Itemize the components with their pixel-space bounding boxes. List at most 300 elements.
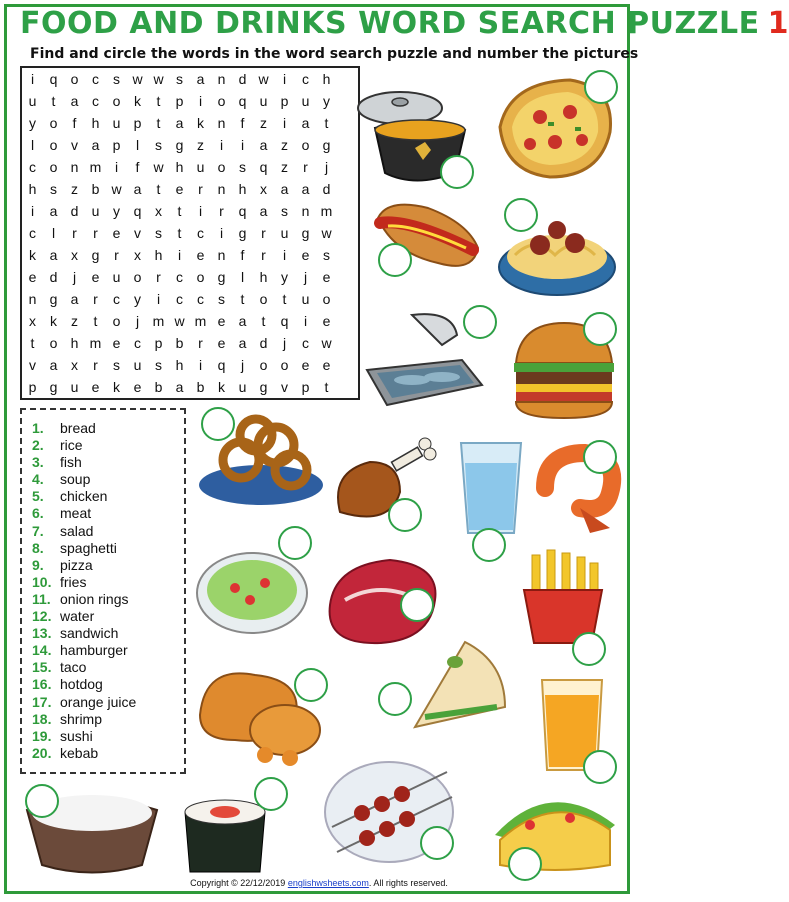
grid-letter[interactable]: o bbox=[217, 93, 226, 109]
grid-letter[interactable]: s bbox=[176, 71, 183, 87]
grid-letter[interactable]: h bbox=[322, 71, 331, 87]
grid-letter[interactable]: o bbox=[112, 313, 121, 329]
grid-letter[interactable]: i bbox=[198, 93, 203, 109]
grid-letter[interactable]: f bbox=[240, 247, 245, 263]
picture-answer-circle[interactable] bbox=[583, 750, 617, 784]
grid-letter[interactable]: r bbox=[156, 269, 161, 285]
grid-letter[interactable]: r bbox=[93, 357, 98, 373]
grid-letter[interactable]: n bbox=[217, 115, 226, 131]
grid-letter[interactable]: s bbox=[239, 159, 246, 175]
grid-letter[interactable]: h bbox=[238, 181, 247, 197]
word-text: shrimp bbox=[60, 710, 103, 727]
grid-letter[interactable]: a bbox=[301, 181, 310, 197]
grid-letter[interactable]: o bbox=[49, 335, 58, 351]
grid-letter[interactable]: o bbox=[301, 137, 310, 153]
grid-letter[interactable]: a bbox=[259, 203, 268, 219]
word-text: sushi bbox=[60, 727, 93, 744]
grid-letter[interactable]: s bbox=[155, 225, 162, 241]
grid-letter[interactable]: h bbox=[154, 247, 163, 263]
grid-letter[interactable]: n bbox=[70, 159, 79, 175]
grid-letter[interactable]: e bbox=[133, 379, 142, 395]
grid-letter[interactable]: o bbox=[70, 71, 79, 87]
grid-letter[interactable]: p bbox=[112, 137, 121, 153]
grid-letter[interactable]: g bbox=[301, 225, 310, 241]
sandwich-icon bbox=[405, 632, 515, 737]
word-list-item bbox=[32, 540, 184, 557]
grid-letter[interactable]: k bbox=[29, 247, 36, 263]
grid-letter[interactable]: x bbox=[155, 203, 162, 219]
grid-letter[interactable]: u bbox=[238, 379, 247, 395]
word-text: rice bbox=[60, 437, 83, 454]
grid-letter[interactable]: l bbox=[135, 137, 140, 153]
grid-letter[interactable]: o bbox=[196, 269, 205, 285]
grid-letter[interactable]: q bbox=[133, 203, 142, 219]
grid-letter[interactable]: g bbox=[259, 379, 268, 395]
word-number: 9. bbox=[32, 556, 44, 573]
word-number: 6. bbox=[32, 505, 44, 522]
grid-letter[interactable]: i bbox=[282, 115, 287, 131]
grid-letter[interactable]: a bbox=[280, 181, 289, 197]
grid-letter[interactable]: x bbox=[71, 247, 78, 263]
chicken-icon bbox=[330, 432, 440, 532]
word-text: kebab bbox=[60, 744, 99, 761]
grid-letter[interactable]: i bbox=[303, 313, 308, 329]
word-list-item bbox=[32, 676, 184, 693]
picture-answer-circle[interactable] bbox=[400, 588, 434, 622]
grid-letter[interactable]: c bbox=[302, 335, 309, 351]
grid-letter[interactable]: j bbox=[324, 159, 329, 175]
grid-letter[interactable]: a bbox=[133, 181, 142, 197]
grid-letter[interactable]: o bbox=[217, 159, 226, 175]
grid-letter[interactable]: z bbox=[197, 137, 204, 153]
grid-letter[interactable]: p bbox=[175, 93, 184, 109]
word-number: 4. bbox=[32, 471, 44, 488]
picture-answer-circle[interactable] bbox=[508, 847, 542, 881]
grid-letter[interactable]: c bbox=[29, 159, 36, 175]
grid-letter[interactable]: r bbox=[303, 159, 308, 175]
grid-letter[interactable]: q bbox=[259, 159, 268, 175]
picture-answer-circle[interactable] bbox=[278, 526, 312, 560]
fries-icon bbox=[512, 545, 612, 645]
picture-answer-circle[interactable] bbox=[583, 312, 617, 346]
grid-letter[interactable]: i bbox=[114, 159, 119, 175]
grid-letter[interactable]: w bbox=[258, 71, 269, 87]
grid-letter[interactable]: w bbox=[132, 71, 143, 87]
grid-letter[interactable]: t bbox=[51, 93, 56, 109]
grid-letter[interactable]: z bbox=[71, 181, 78, 197]
grid-letter[interactable]: z bbox=[281, 137, 288, 153]
grid-letter[interactable]: g bbox=[238, 225, 247, 241]
picture-answer-circle[interactable] bbox=[201, 407, 235, 441]
grid-letter[interactable]: s bbox=[323, 247, 330, 263]
word-list-item bbox=[32, 728, 184, 745]
grid-letter[interactable]: e bbox=[217, 313, 226, 329]
grid-letter[interactable]: t bbox=[324, 379, 329, 395]
grid-letter[interactable]: j bbox=[282, 335, 287, 351]
grid-letter[interactable]: m bbox=[152, 313, 165, 329]
grid-letter[interactable]: n bbox=[217, 247, 226, 263]
grid-letter[interactable]: r bbox=[93, 225, 98, 241]
picture-answer-circle[interactable] bbox=[463, 305, 497, 339]
grid-letter[interactable]: h bbox=[91, 115, 100, 131]
grid-letter[interactable]: a bbox=[259, 137, 268, 153]
grid-letter[interactable]: m bbox=[320, 203, 333, 219]
grid-letter[interactable]: x bbox=[260, 181, 267, 197]
grid-letter[interactable]: a bbox=[196, 71, 205, 87]
grid-letter[interactable]: h bbox=[175, 159, 184, 175]
grid-letter[interactable]: k bbox=[218, 379, 225, 395]
grid-letter[interactable]: v bbox=[71, 137, 78, 153]
grid-letter[interactable] bbox=[337, 266, 358, 288]
word-text: taco bbox=[60, 659, 87, 676]
word-number: 1. bbox=[32, 420, 44, 436]
grid-letter[interactable]: w bbox=[174, 313, 185, 329]
grid-letter[interactable]: s bbox=[281, 203, 288, 219]
word-list-item bbox=[32, 437, 184, 454]
grid-letter[interactable]: p bbox=[154, 335, 163, 351]
grid-letter[interactable]: u bbox=[301, 93, 310, 109]
grid-letter[interactable]: e bbox=[217, 335, 226, 351]
grid-letter[interactable]: w bbox=[111, 181, 122, 197]
grid-letter[interactable]: q bbox=[49, 71, 58, 87]
grid-letter[interactable]: o bbox=[49, 137, 58, 153]
grid-letter[interactable]: l bbox=[51, 225, 56, 241]
grid-letter[interactable]: e bbox=[322, 357, 331, 373]
grid-letter[interactable]: t bbox=[324, 115, 329, 131]
picture-answer-circle[interactable] bbox=[378, 682, 412, 716]
grid-letter[interactable]: p bbox=[280, 93, 289, 109]
grid-letter[interactable]: e bbox=[301, 247, 310, 263]
grid-letter[interactable]: u bbox=[196, 159, 205, 175]
grid-letter[interactable] bbox=[337, 376, 358, 398]
grid-letter[interactable]: e bbox=[91, 269, 100, 285]
grid-letter[interactable]: r bbox=[261, 225, 266, 241]
grid-letter[interactable]: d bbox=[49, 269, 58, 285]
grid-letter[interactable]: i bbox=[177, 247, 182, 263]
grid-letter[interactable]: u bbox=[91, 203, 100, 219]
grid-letter[interactable]: u bbox=[280, 225, 289, 241]
grid-letter[interactable]: y bbox=[281, 269, 288, 285]
grid-letter[interactable]: s bbox=[155, 357, 162, 373]
word-list-item bbox=[32, 608, 184, 625]
grid-letter[interactable]: h bbox=[28, 181, 37, 197]
grid-letter[interactable]: i bbox=[30, 71, 35, 87]
grid-letter[interactable]: u bbox=[112, 115, 121, 131]
grid-letter[interactable]: z bbox=[71, 313, 78, 329]
grid-letter[interactable]: i bbox=[156, 291, 161, 307]
grid-letter[interactable]: r bbox=[198, 181, 203, 197]
word-number: 18. bbox=[32, 710, 52, 727]
grid-letter[interactable]: r bbox=[261, 247, 266, 263]
grid-letter[interactable]: x bbox=[134, 247, 141, 263]
grid-letter[interactable] bbox=[337, 288, 358, 310]
grid-letter[interactable]: r bbox=[219, 203, 224, 219]
grid-letter[interactable]: n bbox=[28, 291, 37, 307]
grid-letter[interactable]: n bbox=[217, 71, 226, 87]
grid-letter[interactable]: k bbox=[134, 93, 141, 109]
grid-letter[interactable]: y bbox=[29, 115, 36, 131]
picture-answer-circle[interactable] bbox=[572, 632, 606, 666]
grid-letter[interactable]: r bbox=[114, 247, 119, 263]
grid-letter[interactable]: p bbox=[133, 115, 142, 131]
grid-letter[interactable]: v bbox=[29, 357, 36, 373]
grid-letter[interactable]: y bbox=[323, 93, 330, 109]
grid-letter[interactable]: t bbox=[282, 291, 287, 307]
grid-letter[interactable]: d bbox=[70, 203, 79, 219]
word-list-item bbox=[32, 471, 184, 488]
grid-letter[interactable]: e bbox=[112, 225, 121, 241]
grid-letter[interactable]: l bbox=[240, 269, 245, 285]
grid-letter[interactable]: a bbox=[301, 115, 310, 131]
page-title bbox=[20, 6, 789, 41]
grid-letter[interactable]: d bbox=[259, 335, 268, 351]
grid-letter[interactable]: p bbox=[301, 379, 310, 395]
grid-letter[interactable]: i bbox=[240, 137, 245, 153]
grid-letter[interactable]: e bbox=[301, 357, 310, 373]
grid-letter[interactable]: c bbox=[176, 291, 183, 307]
grid-letter[interactable]: o bbox=[259, 291, 268, 307]
grid-letter[interactable]: u bbox=[28, 93, 37, 109]
grid-letter[interactable]: t bbox=[156, 93, 161, 109]
picture-answer-circle[interactable] bbox=[254, 777, 288, 811]
grid-letter[interactable] bbox=[337, 310, 358, 332]
grid-letter[interactable]: q bbox=[238, 203, 247, 219]
grid-letter[interactable]: c bbox=[92, 71, 99, 87]
grid-letter[interactable]: h bbox=[175, 357, 184, 373]
grid-letter[interactable]: x bbox=[71, 357, 78, 373]
grid-letter[interactable]: b bbox=[196, 379, 205, 395]
grid-letter[interactable]: i bbox=[282, 71, 287, 87]
word-number: 2. bbox=[32, 437, 44, 454]
grid-letter[interactable]: m bbox=[89, 335, 102, 351]
grid-letter[interactable]: w bbox=[153, 159, 164, 175]
word-text: salad bbox=[60, 522, 94, 539]
word-number: 15. bbox=[32, 659, 52, 676]
grid-letter[interactable]: k bbox=[50, 313, 57, 329]
word-text: bread bbox=[60, 420, 96, 436]
word-list-item bbox=[32, 711, 184, 728]
grid-letter[interactable]: e bbox=[322, 269, 331, 285]
grid-letter[interactable]: a bbox=[49, 357, 58, 373]
grid-letter[interactable]: x bbox=[29, 313, 36, 329]
grid-letter[interactable]: s bbox=[50, 181, 57, 197]
grid-letter[interactable]: j bbox=[240, 357, 245, 373]
grid-letter[interactable]: h bbox=[70, 335, 79, 351]
grid-letter[interactable]: p bbox=[28, 379, 37, 395]
grid-letter[interactable]: z bbox=[260, 115, 267, 131]
word-list-item bbox=[32, 591, 184, 608]
grid-letter[interactable]: i bbox=[282, 247, 287, 263]
grid-letter[interactable]: c bbox=[29, 225, 36, 241]
grid-letter[interactable]: o bbox=[112, 93, 121, 109]
grid-letter[interactable]: j bbox=[303, 269, 308, 285]
grid-letter[interactable]: u bbox=[301, 291, 310, 307]
word-list bbox=[22, 410, 184, 762]
grid-letter[interactable]: e bbox=[196, 247, 205, 263]
grid-letter[interactable]: q bbox=[238, 93, 247, 109]
grid-letter[interactable]: a bbox=[175, 115, 184, 131]
grid-letter[interactable]: d bbox=[238, 71, 247, 87]
grid-letter[interactable]: t bbox=[240, 291, 245, 307]
grid-letter[interactable]: r bbox=[198, 335, 203, 351]
grid-letter[interactable]: s bbox=[218, 291, 225, 307]
picture-answer-circle[interactable] bbox=[420, 826, 454, 860]
grid-letter[interactable]: m bbox=[89, 159, 102, 175]
grid-letter[interactable]: w bbox=[321, 335, 332, 351]
word-list-item bbox=[32, 557, 184, 574]
word-number: 3. bbox=[32, 454, 44, 471]
grid-letter[interactable]: a bbox=[238, 335, 247, 351]
grid-letter[interactable]: t bbox=[30, 335, 35, 351]
grid-letter[interactable]: c bbox=[92, 93, 99, 109]
grid-letter[interactable]: e bbox=[322, 313, 331, 329]
grid-letter[interactable]: g bbox=[49, 379, 58, 395]
grid-letter[interactable]: c bbox=[113, 291, 120, 307]
grid-letter[interactable] bbox=[337, 354, 358, 376]
grid-letter[interactable]: l bbox=[30, 137, 35, 153]
picture-answer-circle[interactable] bbox=[472, 528, 506, 562]
grid-letter[interactable]: i bbox=[219, 225, 224, 241]
grid-letter[interactable]: w bbox=[321, 225, 332, 241]
title-text: FOOD AND DRINKS WORD SEARCH PUZZLE bbox=[20, 6, 760, 41]
grid-letter[interactable]: z bbox=[281, 159, 288, 175]
grid-letter[interactable]: a bbox=[49, 247, 58, 263]
sushi-icon bbox=[180, 792, 270, 877]
grid-letter[interactable]: g bbox=[91, 247, 100, 263]
grid-letter[interactable]: y bbox=[134, 291, 141, 307]
grid-letter[interactable]: s bbox=[113, 71, 120, 87]
word-number: 8. bbox=[32, 539, 44, 556]
grid-letter[interactable]: e bbox=[91, 379, 100, 395]
grid-letter[interactable]: a bbox=[175, 379, 184, 395]
grid-letter[interactable]: g bbox=[175, 137, 184, 153]
word-number: 11. bbox=[32, 590, 51, 607]
word-text: orange juice bbox=[60, 693, 137, 710]
grid-letter[interactable]: n bbox=[301, 203, 310, 219]
picture-answer-circle[interactable] bbox=[378, 243, 412, 277]
grid-letter[interactable]: b bbox=[175, 335, 184, 351]
grid-letter[interactable]: o bbox=[133, 269, 142, 285]
grid-letter[interactable]: c bbox=[197, 291, 204, 307]
grid-letter[interactable]: d bbox=[322, 181, 331, 197]
word-text: onion rings bbox=[60, 590, 129, 607]
grid-letter[interactable]: c bbox=[302, 71, 309, 87]
grid-letter[interactable]: c bbox=[176, 269, 183, 285]
grid-letter[interactable]: o bbox=[49, 159, 58, 175]
grid-letter[interactable]: b bbox=[91, 181, 100, 197]
grid-letter[interactable]: u bbox=[112, 269, 121, 285]
grid-letter[interactable]: i bbox=[198, 357, 203, 373]
grid-letter[interactable]: t bbox=[93, 313, 98, 329]
grid-letter[interactable]: e bbox=[112, 335, 121, 351]
grid-letter[interactable]: g bbox=[217, 269, 226, 285]
picture-answer-circle[interactable] bbox=[583, 440, 617, 474]
word-text: hotdog bbox=[60, 676, 103, 693]
grid-letter[interactable]: o bbox=[49, 115, 58, 131]
word-number: 10. bbox=[32, 573, 52, 590]
word-list-item bbox=[32, 574, 184, 591]
grid-letter[interactable]: i bbox=[198, 203, 203, 219]
grid-letter[interactable]: u bbox=[133, 357, 142, 373]
grid-letter[interactable] bbox=[337, 332, 358, 354]
grid-letter[interactable]: t bbox=[156, 181, 161, 197]
word-number: 5. bbox=[32, 488, 44, 505]
grid-letter[interactable]: a bbox=[91, 137, 100, 153]
grid-letter[interactable]: c bbox=[197, 225, 204, 241]
grid-letter[interactable]: i bbox=[219, 137, 224, 153]
grid-letter[interactable]: n bbox=[217, 181, 226, 197]
grid-letter[interactable]: f bbox=[240, 115, 245, 131]
grid-letter[interactable]: r bbox=[72, 225, 77, 241]
grid-letter[interactable]: j bbox=[135, 313, 140, 329]
grid-letter[interactable]: a bbox=[49, 203, 58, 219]
grid-letter[interactable]: r bbox=[93, 291, 98, 307]
grid-letter[interactable]: j bbox=[72, 269, 77, 285]
picture-answer-circle[interactable] bbox=[294, 668, 328, 702]
grid-letter[interactable]: f bbox=[135, 159, 140, 175]
grid-letter[interactable]: q bbox=[217, 357, 226, 373]
grid-letter[interactable]: u bbox=[70, 379, 79, 395]
word-list-item bbox=[32, 523, 184, 540]
word-text: sandwich bbox=[60, 625, 119, 642]
word-text: fish bbox=[60, 454, 82, 471]
grid-letter[interactable]: k bbox=[197, 115, 204, 131]
grid-letter[interactable]: t bbox=[156, 115, 161, 131]
grid-letter[interactable]: k bbox=[113, 379, 120, 395]
picture-answer-circle[interactable] bbox=[388, 498, 422, 532]
grid-letter[interactable]: o bbox=[322, 291, 331, 307]
grid-letter[interactable]: g bbox=[49, 291, 58, 307]
grid-letter[interactable]: s bbox=[113, 357, 120, 373]
grid-letter[interactable]: t bbox=[261, 313, 266, 329]
picture-answer-circle[interactable] bbox=[25, 784, 59, 818]
grid-letter[interactable]: e bbox=[175, 181, 184, 197]
grid-letter[interactable]: t bbox=[177, 203, 182, 219]
grid-letter[interactable]: g bbox=[322, 137, 331, 153]
grid-letter[interactable]: s bbox=[155, 137, 162, 153]
word-text: fries bbox=[60, 573, 87, 590]
grid-letter[interactable]: e bbox=[28, 269, 37, 285]
grid-letter[interactable] bbox=[337, 222, 358, 244]
grid-letter[interactable]: c bbox=[134, 335, 141, 351]
grid-letter[interactable]: i bbox=[30, 203, 35, 219]
picture-answer-circle[interactable] bbox=[584, 70, 618, 104]
grid-letter[interactable]: q bbox=[280, 313, 289, 329]
grid-letter[interactable]: o bbox=[280, 357, 289, 373]
grid-letter[interactable]: a bbox=[70, 93, 79, 109]
grid-letter[interactable]: h bbox=[259, 269, 268, 285]
word-search-grid[interactable] bbox=[20, 66, 360, 400]
grid-letter[interactable]: f bbox=[72, 115, 77, 131]
grid-letter[interactable]: v bbox=[134, 225, 141, 241]
grid-letter[interactable]: y bbox=[113, 203, 120, 219]
grid-letter[interactable]: a bbox=[238, 313, 247, 329]
grid-letter[interactable]: v bbox=[281, 379, 288, 395]
grid-letter[interactable] bbox=[337, 244, 358, 266]
site-link[interactable]: englishwsheets.com bbox=[287, 878, 369, 888]
grid-letter[interactable]: b bbox=[154, 379, 163, 395]
picture-answer-circle[interactable] bbox=[504, 198, 538, 232]
word-list-item bbox=[32, 659, 184, 676]
grid-letter[interactable] bbox=[337, 200, 358, 222]
grid-letter[interactable]: a bbox=[70, 291, 79, 307]
grid-letter[interactable]: m bbox=[194, 313, 207, 329]
picture-answer-circle[interactable] bbox=[440, 155, 474, 189]
grid-letter[interactable]: t bbox=[177, 225, 182, 241]
grid-letter[interactable]: w bbox=[153, 71, 164, 87]
grid-letter[interactable]: u bbox=[259, 93, 268, 109]
grid-letter[interactable]: o bbox=[259, 357, 268, 373]
